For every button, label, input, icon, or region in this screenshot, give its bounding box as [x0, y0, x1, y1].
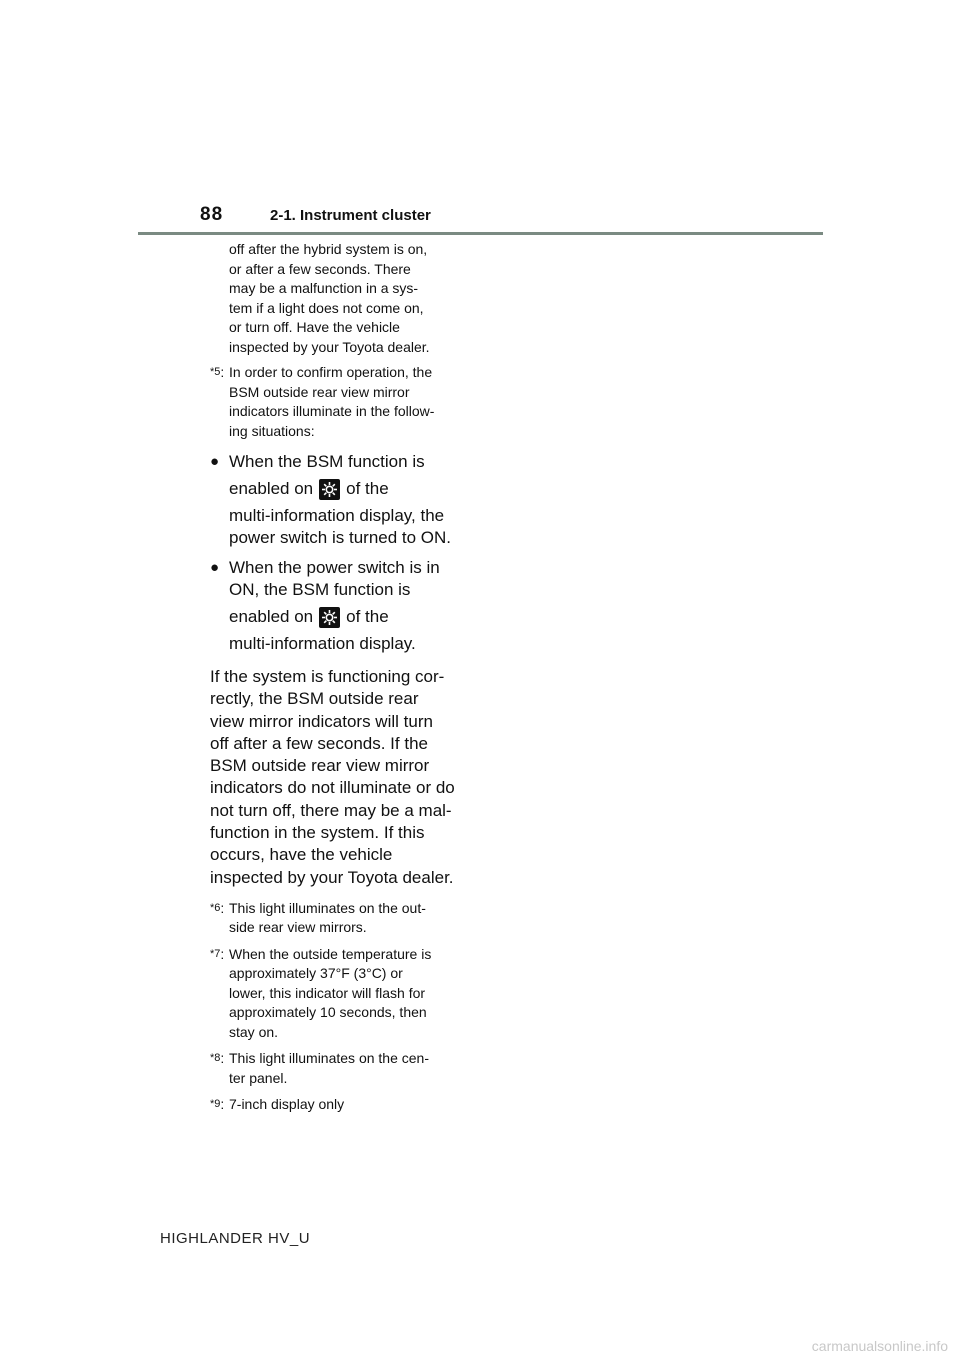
footnote-mark: *8 [210, 1052, 221, 1065]
footnote-5: $^{*5}$: In order to confirm operation, the BSM outside rear view mirror indicators illuminate in the follow- ing situations: [210, 363, 472, 441]
header-rule [138, 232, 823, 235]
footnote-mark: *5 [210, 366, 221, 378]
text-line: off after the hybrid system is on, [229, 241, 428, 257]
continued-text [229, 240, 472, 357]
footnote-8: $^{*8}$: This light illuminates on the cen- ter panel. [210, 1049, 472, 1088]
gear-icon [319, 607, 340, 628]
text-line: BSM outside rear view mirror [229, 383, 410, 400]
content-column [210, 240, 472, 1117]
text-line: inspected by your Toyota dealer. [229, 338, 430, 355]
text-fragment: of the [346, 606, 389, 626]
text-line: 7-inch display only [229, 1096, 345, 1113]
text-line: function in the system. If this [210, 823, 425, 843]
text-line: off after a few seconds. If the [210, 733, 428, 753]
text-line: approximately 10 seconds, then [229, 1004, 427, 1021]
text-line: rectly, the BSM outside rear [210, 689, 419, 709]
text-line: may be a malfunction in a sys- [229, 280, 419, 296]
text-line: multi-information display, the [229, 505, 445, 525]
text-line: view mirror indicators will turn [210, 711, 433, 731]
text-line: ter panel. [229, 1069, 288, 1086]
footnote-9: $^{*9}$: 7-inch display only [210, 1095, 472, 1117]
footnote-6: $^{*6}$: This light illuminates on the out- side rear view mirrors. [210, 899, 472, 938]
text-line: not turn off, there may be a mal- [210, 800, 452, 820]
text-line: approximately 37°F (3°C) or [229, 965, 403, 982]
text-line: ing situations: [229, 422, 315, 439]
text-line: indicators illuminate in the follow- [229, 403, 435, 419]
text-line: lower, this indicator will flash for [229, 984, 426, 1001]
body-paragraph [210, 666, 472, 889]
text-line: This light illuminates on the out- [229, 899, 426, 916]
footnote-mark: *9 [210, 1098, 221, 1111]
bullet-dot-icon: ● [210, 453, 220, 470]
text-line: inspected by your Toyota dealer. [210, 867, 454, 887]
text-fragment: enabled on [229, 606, 314, 626]
section-title: 2-1. Instrument cluster [270, 207, 431, 224]
gear-icon [319, 479, 340, 500]
text-line: tem if a light does not come on, [229, 299, 424, 316]
watermark: carmanualsonline.info [811, 1338, 948, 1354]
text-line: BSM outside rear view mirror [210, 756, 430, 776]
text-line: This light illuminates on the cen- [229, 1050, 429, 1067]
text-line: When the outside temperature is [229, 945, 432, 962]
text-line: or after a few seconds. There [229, 260, 411, 277]
bullet-dot-icon: ● [210, 558, 220, 576]
footnote-mark: *6 [210, 901, 221, 914]
text-line: occurs, have the vehicle [210, 845, 393, 865]
text-line: If the system is functioning cor- [210, 667, 445, 686]
text-line: multi-information display. [229, 633, 416, 653]
text-line: side rear view mirrors. [229, 919, 367, 936]
bullet-item [210, 451, 472, 550]
text-line: power switch is turned to ON. [229, 528, 452, 547]
text-fragment: of the [346, 478, 389, 498]
text-line: ON, the BSM function is [229, 580, 411, 599]
bullet-item [210, 557, 472, 656]
page-header [200, 204, 431, 226]
page-number: 88 [200, 204, 224, 225]
text-fragment: enabled on [229, 478, 314, 498]
text-line: When the power switch is in [229, 557, 440, 577]
footnote-7: $^{*7}$: When the outside temperature is approximately 37°F (3°C) or lower, this indicator will flash for approximately 10 seconds, then stay on. [210, 945, 472, 1043]
text-line: or turn off. Have the vehicle [229, 319, 400, 335]
footnote-mark: *7 [210, 947, 221, 960]
text-line: When the BSM function is [229, 452, 425, 471]
text-line: indicators do not illuminate or do [210, 778, 455, 798]
footer-model: HIGHLANDER HV_U [160, 1230, 311, 1247]
text-line: In order to confirm operation, the [229, 364, 433, 380]
text-line: stay on. [229, 1023, 279, 1040]
